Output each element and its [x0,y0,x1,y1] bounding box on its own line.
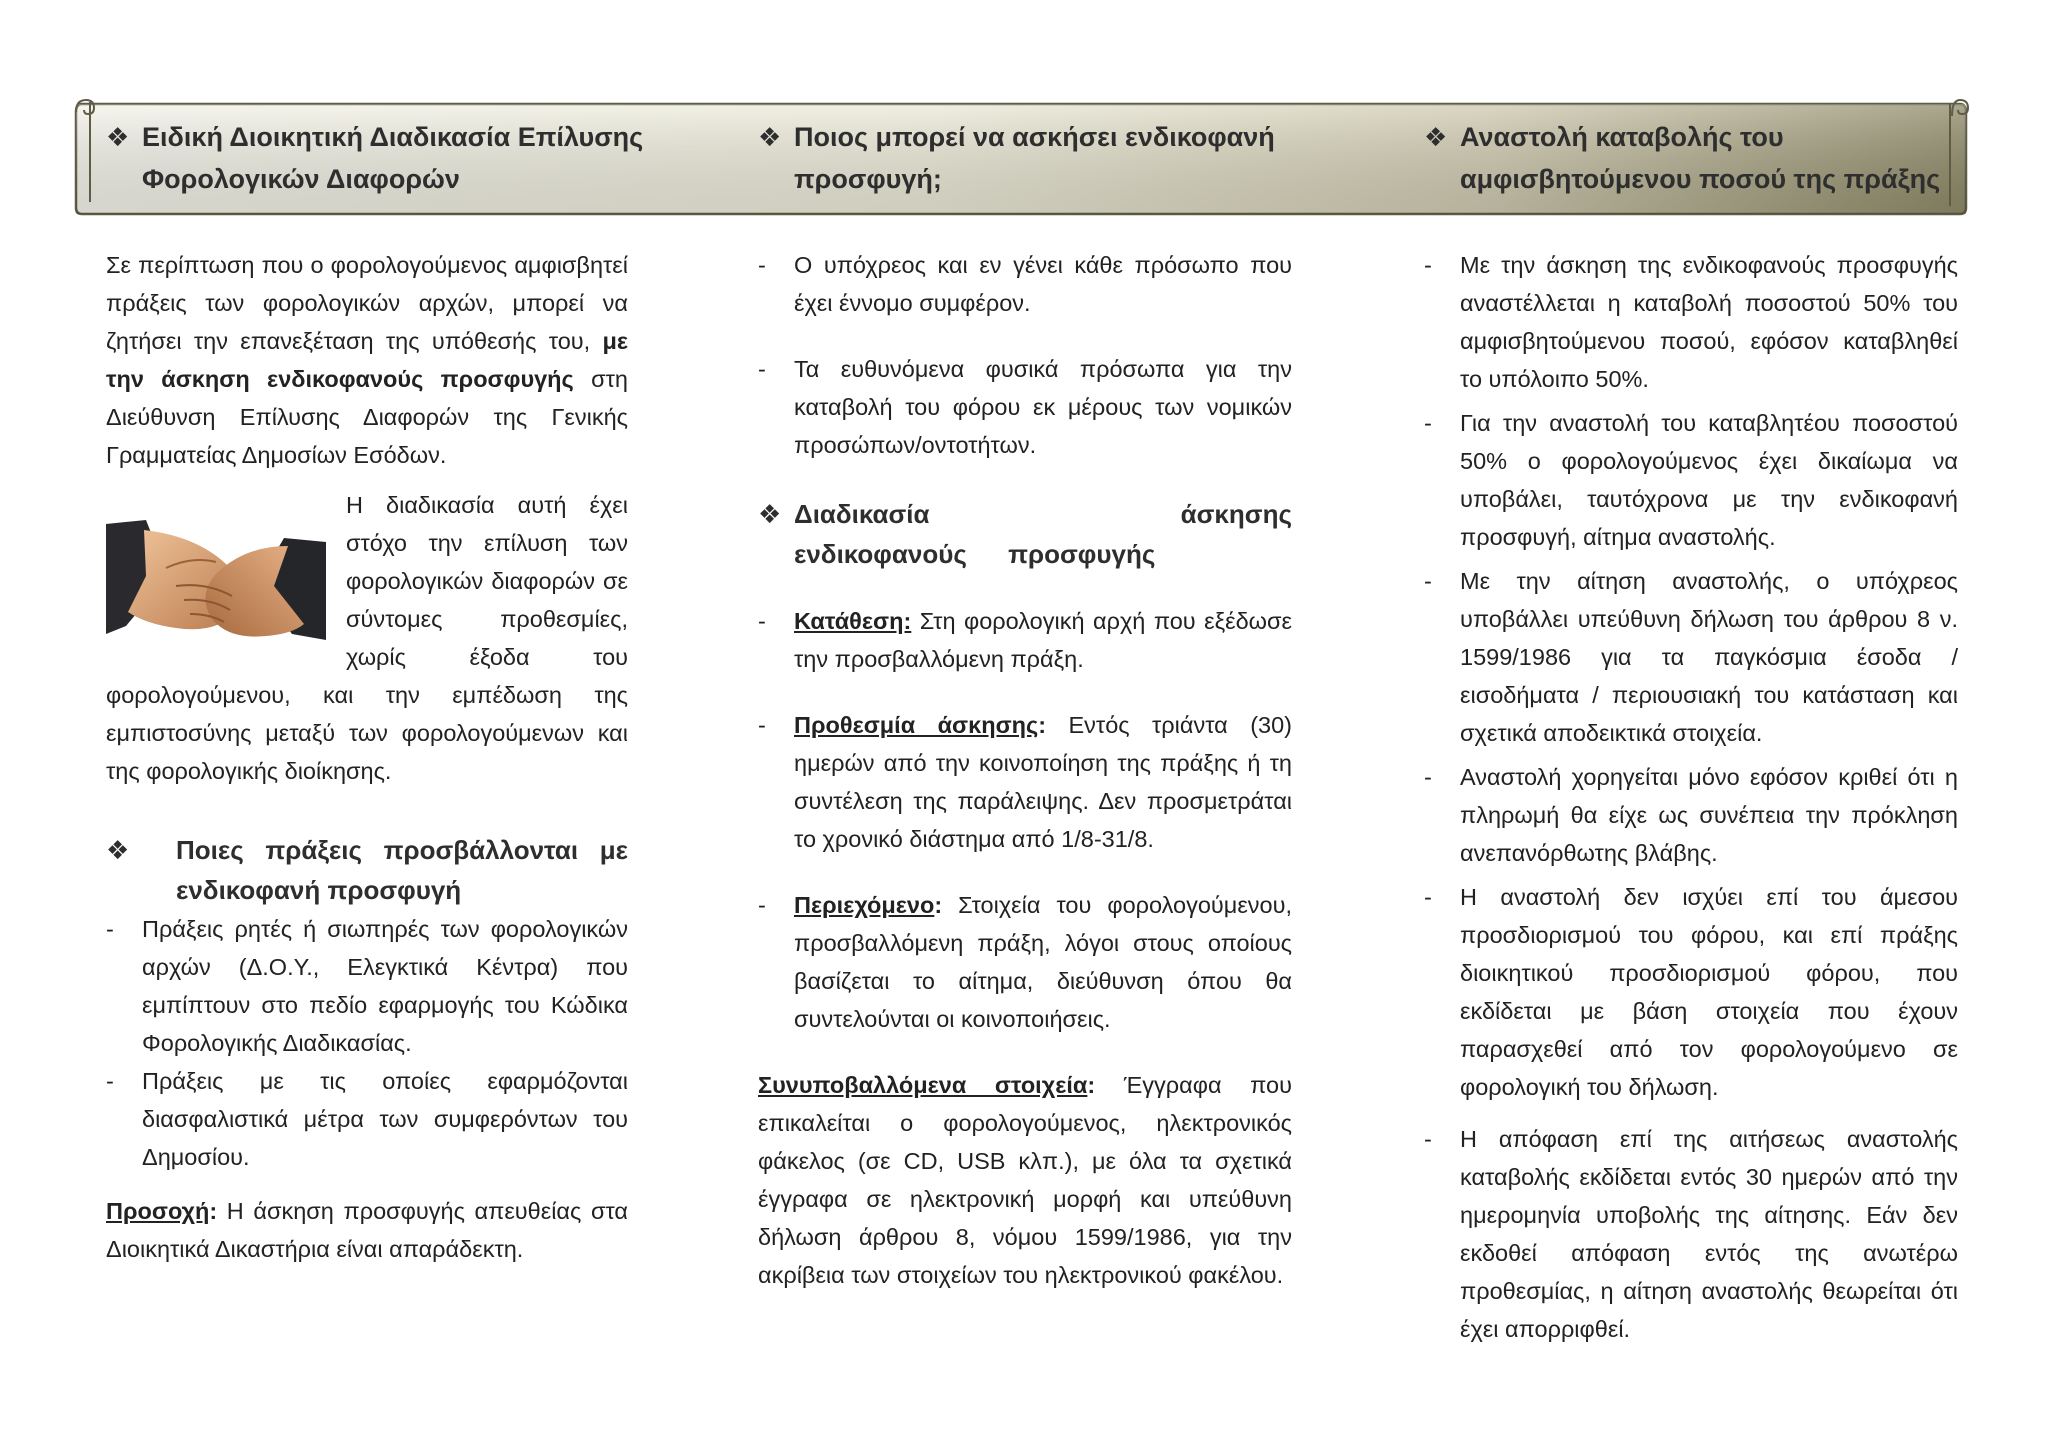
acts-heading-text: Ποιες πράξεις προσβάλλονται με ενδικοφανή προσφυγή [176,835,628,905]
intro-bold-text: με την άσκηση ενδικοφανούς προσφυγής [106,328,628,392]
suspension-list [1424,246,1958,1348]
acts-list [106,910,628,1176]
step-text: Εντός τριάντα (30) ημερών από την κοινοποίηση της πράξης ή τη συντέλεση της παράλειψης. Δεν προσμετράται το χρονικό διάστημα από 1/8-31/8. [794,712,1292,852]
banner-heading-2-text: Ποιος μπορεί να ασκήσει ενδικοφανή προσφυγή; [794,122,1275,194]
attachments-text: Έγγραφα που επικαλείται ο φορολογούμενος, ηλεκτρονικός φάκελος (σε CD, USB κλπ.), με όλα τα σχετικά έγγραφα σε ηλεκτρονική μορφή και υπεύθυνη δήλωση άρθρου 8, νόμου 1599/1986, για την ακρίβεια των στοιχείων του ηλεκτρονικού φακέλου. [758,1072,1292,1288]
diamond-bullet-icon: ❖ [106,122,130,152]
step-label: Περιεχόμενο [794,892,935,918]
step-text: Στη φορολογική αρχή που εξέδωσε την προσβαλλόμενη πράξη. [794,608,1292,672]
list-item: - Για την αναστολή του καταβλητέου ποσοστού 50% ο φορολογούμενος έχει δικαίωμα να υποβάλει, ταυτόχρονα με την ενδικοφανή προσφυγή, αίτημα αναστολής. [1424,404,1958,556]
handshake-image [106,516,326,666]
process-block [106,486,628,790]
step-label: Προθεσμία άσκησης [794,712,1039,738]
list-item: - Η αναστολή δεν ισχύει επί του άμεσου προσδιορισμού του φόρου, και επί πράξης διοικητικού προσδιορισμού φόρου, που εκδίδεται με βάση στοιχεία που έχουν παρασχεθεί από τον φορολογούμενο σε φορολογική του δήλωση. [1424,878,1958,1106]
intro-paragraph [106,246,628,474]
list-item: - Με την άσκηση της ενδικοφανούς προσφυγής αναστέλλεται η καταβολή ποσοστού 50% του αμφισβητούμενου ποσού, εφόσον καταβληθεί το υπόλοιπο 50%. [1424,246,1958,398]
list-item: - Η απόφαση επί της αιτήσεως αναστολής καταβολής εκδίδεται εντός 30 ημερών από την ημερομηνία υποβολής της αίτησης. Εάν δεν εκδοθεί απόφαση εντός της ανωτέρω προθεσμίας, η αίτηση αναστολής θεωρείται ότι έχει απορριφθεί. [1424,1120,1958,1348]
column-1 [106,246,628,1268]
attention-paragraph: Προσοχή: Η άσκηση προσφυγής απευθείας στα Διοικητικά Δικαστήρια είναι απαράδεκτη. [106,1198,628,1262]
procedure-steps [758,602,1292,1038]
who-list [758,246,1292,464]
banner-heading-3 [1424,116,1944,200]
procedure-heading [758,494,1292,574]
column-2 [758,246,1292,1294]
diamond-bullet-icon: ❖ [758,499,782,529]
process-paragraph: Η διαδικασία αυτή έχει στόχο την επίλυση των φορολογικών διαφορών σε σύντομες προθεσμίες, χωρίς έξοδα του φορολογούμενου, και την εμπέδωση της εμπιστοσύνης μεταξύ των φορολογούμενων και της φορολογικής διοίκησης. [106,492,628,784]
list-item: - Πράξεις ρητές ή σιωπηρές των φορολογικών αρχών (Δ.Ο.Υ., Ελεγκτικά Κέντρα) που εμπίπτουν στο πεδίο εφαρμογής του Κώδικα Φορολογικής Διαδικασίας. [106,910,628,1062]
list-item: - Με την αίτηση αναστολής, ο υπόχρεος υποβάλλει υπεύθυνη δήλωση του άρθρου 8 ν. 1599/1986 για τα παγκόσμια έσοδα / εισοδήματα / περιουσιακή του κατάσταση και σχετικά αποδεικτικά στοιχεία. [1424,562,1958,752]
diamond-bullet-icon: ❖ [1424,122,1448,152]
diamond-bullet-icon: ❖ [106,835,130,865]
list-item: - Ο υπόχρεος και εν γένει κάθε πρόσωπο που έχει έννομο συμφέρον. [758,246,1292,322]
attachments-paragraph: Συνυποβαλλόμενα στοιχεία: Έγγραφα που επικαλείται ο φορολογούμενος, ηλεκτρονικός φάκελος (σε CD, USB κλπ.), με όλα τα σχετικά έγγραφα σε ηλεκτρονική μορφή και υπεύθυνη δήλωση άρθρου 8, νόμου 1599/1986, για την ακρίβεια των στοιχείων του ηλεκτρονικού φακέλου. [758,1072,1292,1288]
list-item: - Πράξεις με τις οποίες εφαρμόζονται διασφαλιστικά μέτρα των συμφερόντων του Δημοσίου. [106,1062,628,1176]
step-label: Κατάθεση: [794,608,912,634]
list-item [758,602,1292,678]
step-colon: : [1038,712,1047,738]
step-text: Στοιχεία του φορολογούμενου, προσβαλλόμενη πράξη, λόγοι στους οποίους βασίζεται το αίτημα, διεύθυνση όπου θα συντελούνται οι κοινοποιήσεις. [794,892,1292,1032]
attention-label: Προσοχή [106,1198,210,1224]
step-colon: : [934,892,943,918]
list-item: - Τα ευθυνόμενα φυσικά πρόσωπα για την καταβολή του φόρου εκ μέρους των νομικών προσώπων/οντοτήτων. [758,350,1292,464]
acts-heading [106,830,628,910]
list-item: - Αναστολή χορηγείται μόνο εφόσον κριθεί ότι η πληρωμή θα είχε ως συνέπεια την πρόκληση ανεπανόρθωτης βλάβης. [1424,758,1958,872]
attention-text: Η άσκηση προσφυγής απευθείας στα Διοικητικά Δικαστήρια είναι απαράδεκτη. [106,1198,628,1262]
list-item [758,886,1292,1038]
list-item [758,706,1292,858]
diamond-bullet-icon: ❖ [758,122,782,152]
attachments-label: Συνυποβαλλόμενα στοιχεία [758,1072,1088,1098]
banner-heading-1-text: Ειδική Διοικητική Διαδικασία Επίλυσης Φορολογικών Διαφορών [142,122,644,194]
procedure-heading-text: Διαδικασία άσκησης ενδικοφανούς προσφυγής [794,499,1292,569]
banner-heading-2 [758,116,1278,200]
banner-heading-3-text: Αναστολή καταβολής του αμφισβητούμενου ποσού της πράξης [1460,122,1941,194]
intro-text-1: Σε περίπτωση που ο φορολογούμενος αμφισβητεί πράξεις των φορολογικών αρχών, μπορεί να ζητήσει την επανεξέταση της υπόθεσής του, [106,252,628,354]
column-3 [1424,246,1958,1348]
intro-text-2: στη Διεύθυνση Επίλυσης Διαφορών της Γενικής Γραμματείας Δημοσίων Εσόδων. [106,366,628,468]
banner-heading-1 [106,116,666,200]
